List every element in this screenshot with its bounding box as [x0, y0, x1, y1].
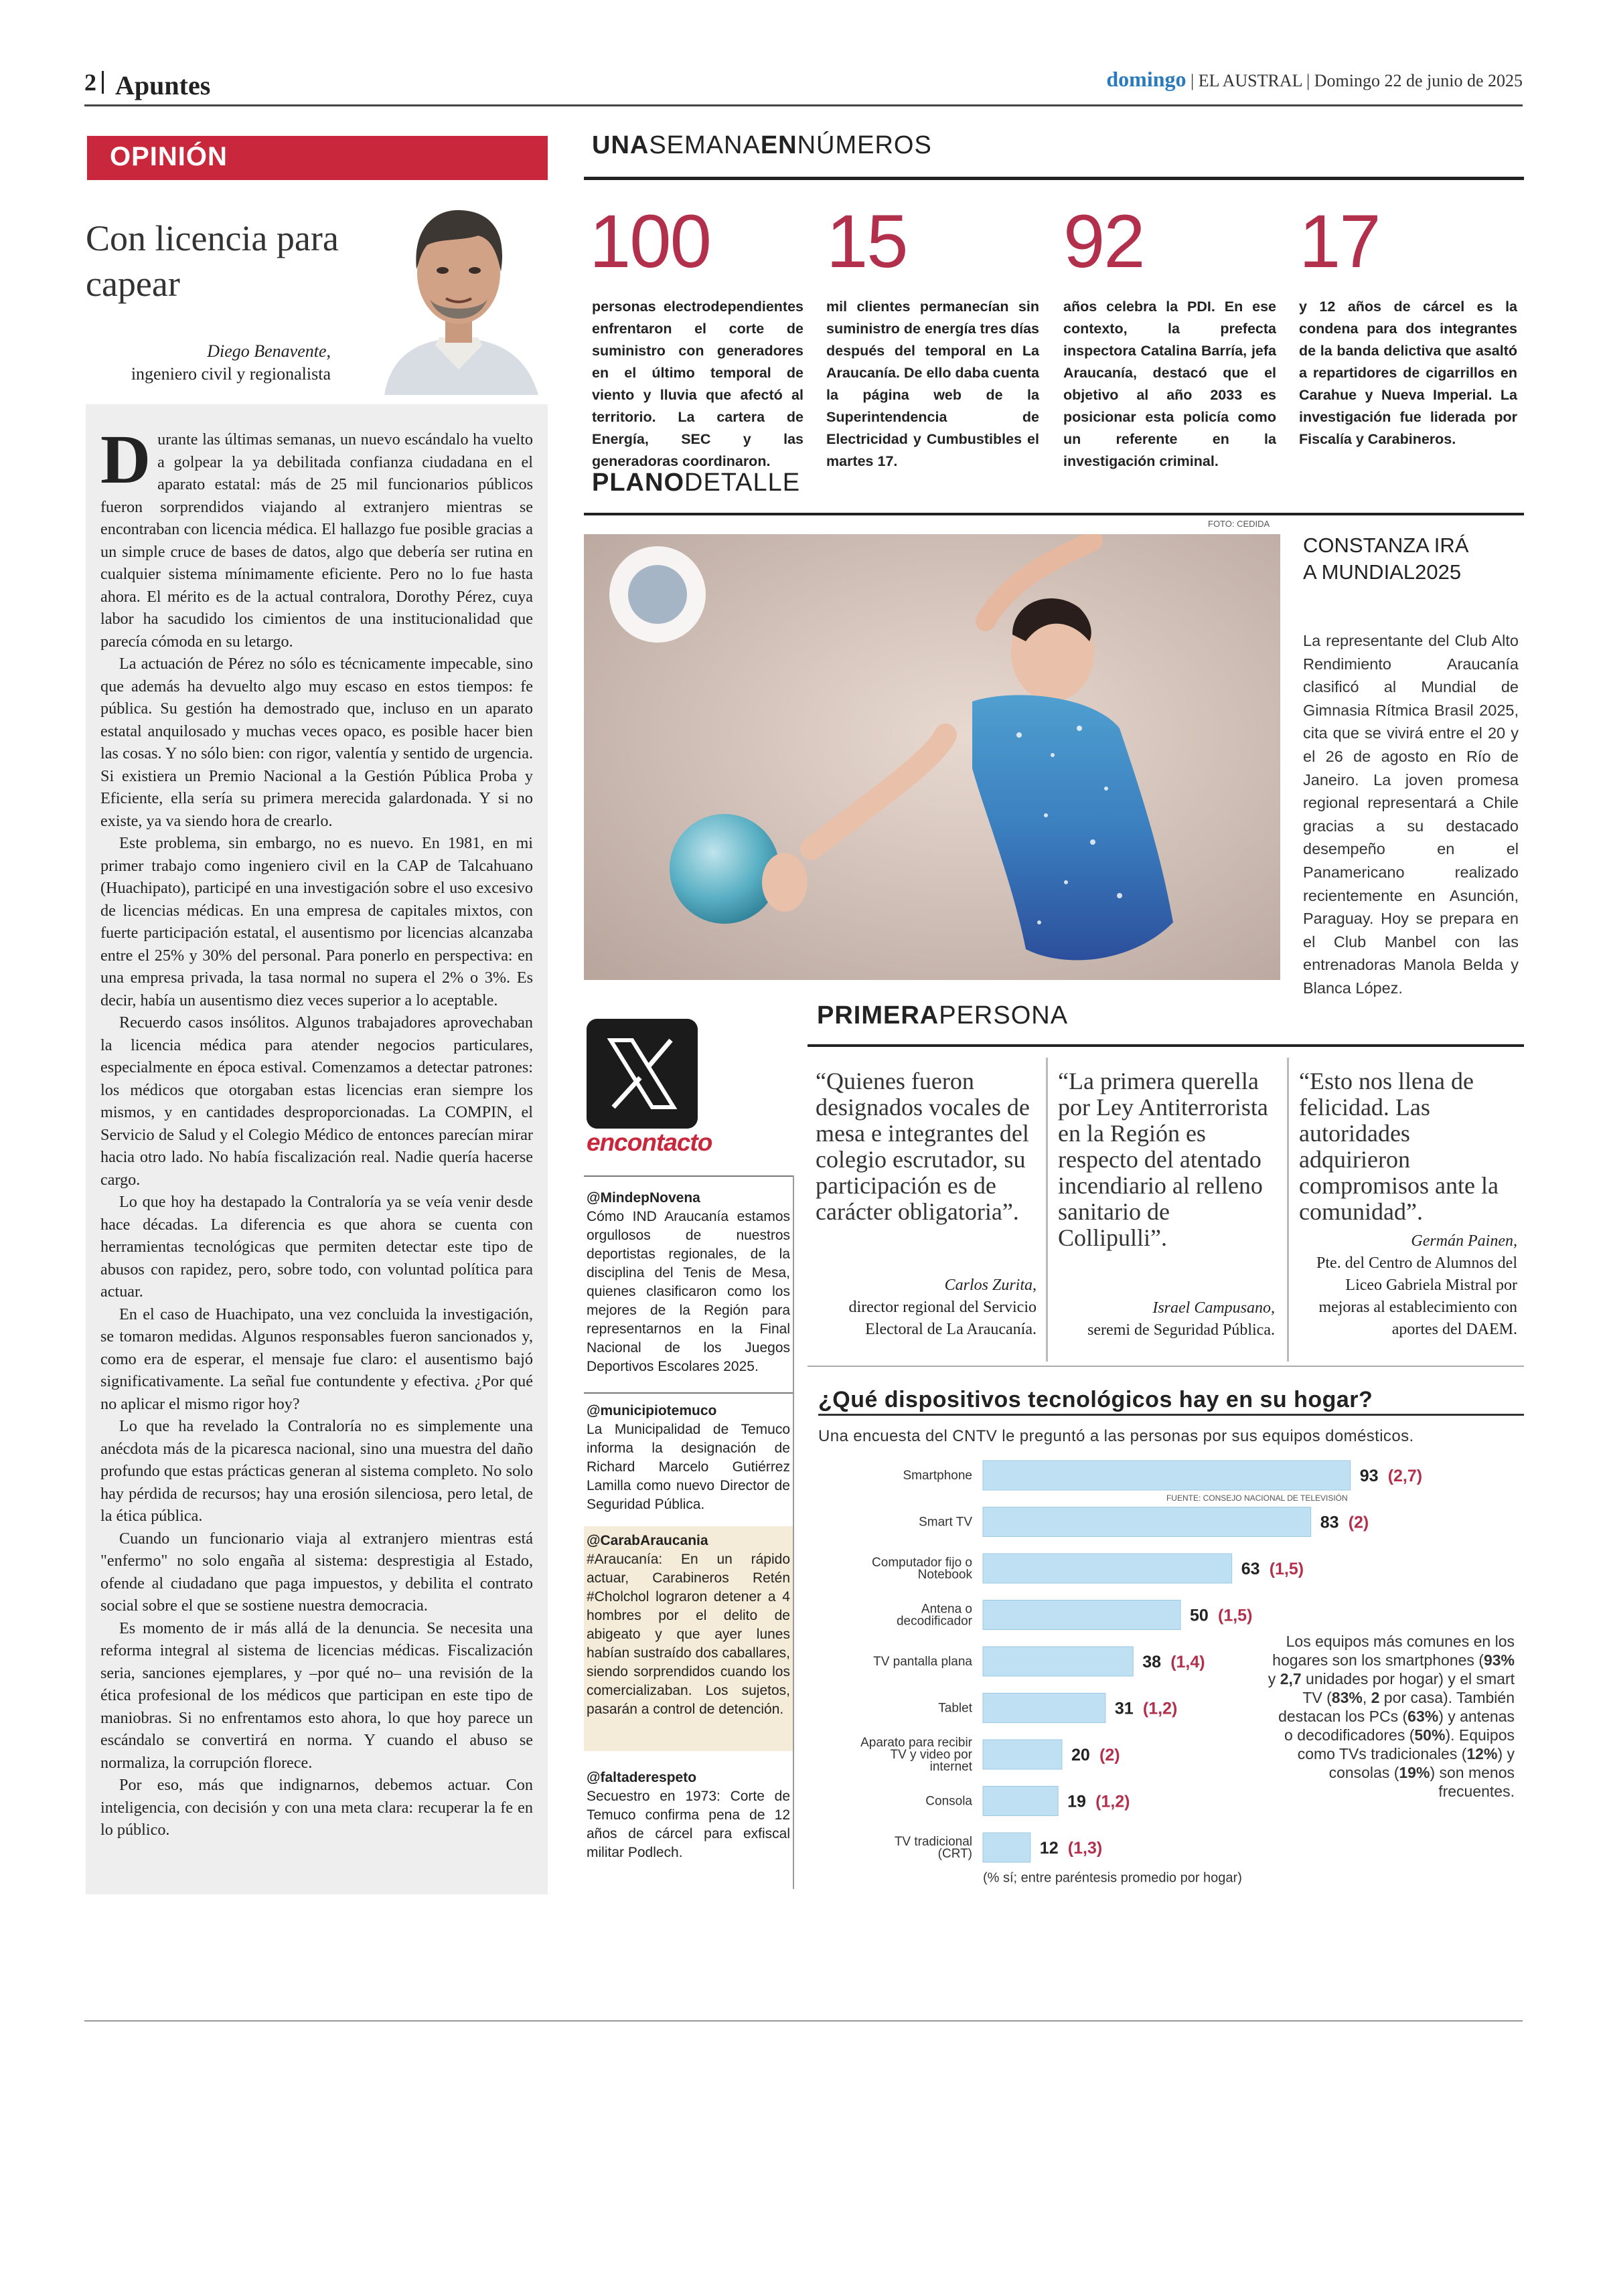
opinion-paragraph: En el caso de Huachipato, una vez concluida la investigación, se tomaron medidas. Algunos responsables fueron sancionados y, como era de esperar, el mensaje fue claro: el ausentismo bajó significativamente. La señal fue contundente y efectiva. ¿Por qué no aplicar el mismo rigor hoy? [100, 1305, 533, 1413]
stat-number: 15 [826, 199, 907, 283]
category-label: TV tradicional [894, 1835, 972, 1849]
category-label: (CRT) [937, 1847, 972, 1861]
chart-source: FUENTE: CONSEJO NACIONAL DE TELEVISIÓN [1166, 1493, 1348, 1503]
primera-rule [808, 1044, 1524, 1047]
category-label: Consola [925, 1794, 972, 1809]
tweet-handle: @municipiotemuco [587, 1403, 717, 1418]
plano-heading: PLANODETALLE [592, 469, 801, 497]
tweet-item [584, 1763, 793, 1869]
stat-text: años celebra la PDI. En ese contexto, la prefecta inspectora Catalina Barría, jefa Araucanía, destacó que el objetivo al año 2033 es posicionar esta policía como un referente en la investigación criminal. [1063, 299, 1276, 469]
brand-domingo: domingo [1106, 67, 1187, 91]
opinion-body [100, 421, 533, 1841]
note-fragment: 12% [1466, 1745, 1498, 1762]
note-fragment: 19% [1399, 1764, 1430, 1781]
chart-subtitle: Una encuesta del CNTV le preguntó a las personas por sus equipos domésticos. [818, 1427, 1414, 1445]
category-label: decodificador [896, 1614, 972, 1629]
opinion-title: Con licencia para capear [86, 218, 339, 304]
plano-body: La representante del Club Alto Rendimiento Araucanía clasificó al Mundial de Gimnasia Rítmica Brasil 2025, cita que se vivirá entre el 20 y el 26 de agosto en Río de Janeiro. La joven promesa regional representará a Chile gracias a su destacado desempeño en el Panamericano realizado recientemente en Asunción, Paraguay. Hoy se prepara en el Club Manbel con las entrenadoras Manola Belda y Blanca López. [1303, 632, 1519, 997]
primera-bottom-rule [808, 1366, 1524, 1367]
footer-rule [84, 2020, 1523, 2022]
average-label: (1,5) [1269, 1560, 1304, 1578]
category-label: internet [929, 1760, 972, 1774]
category-label: TV y video por [890, 1748, 972, 1762]
chart-bar [983, 1787, 1058, 1816]
note-fragment: ) son menos frecuentes. [1430, 1764, 1515, 1800]
average-label: (2,7) [1387, 1467, 1423, 1485]
note-fragment: 93% [1483, 1651, 1515, 1669]
section-name: Apuntes [115, 70, 211, 100]
opinion-paragraph: Lo que ha revelado la Contraloría no es simplemente una anécdota más de la picaresca nacional, sino una muestra del daño profundo que estas prácticas generan al sistema completo. No solo hay pérdida de recursos; hay una erosión silenciosa, pero letal, de la ética pública. [100, 1417, 533, 1525]
quote-text: “Esto nos llena de felicidad. Las autoridades adquirieron compromisos ante la comunidad”. [1299, 1068, 1499, 1225]
quote-attribution: Carlos Zurita, director regional del Servicio Electoral de La Araucanía. [848, 1277, 1037, 1338]
opinion-paragraph: Es momento de ir más allá de la denuncia. Se necesita una reforma integral al sistema de licencias médicas. Fiscalización seria, sanciones ejemplares, y –por qué no– una revisión de la ética profesional de los médicos que participan en este tipo de maniobras. Si no enfrentamos esto ahora, lo que hoy parece un escándalo se convertirá en norma. Y cuando el abuso se normaliza, la corrupción florece. [100, 1619, 533, 1772]
tweet-text: #Araucanía: En un rápido actuar, Carabineros Retén #Cholchol lograron detener a 4 hombres por el delito de abigeato y que ayer lunes habían sustraído dos caballares, siendo sorprendidos cuando los comercializaban. Los sujetos, pasarán a control de detención. [587, 1552, 790, 1717]
average-label: (1,2) [1142, 1699, 1178, 1718]
tweet-item [584, 1526, 793, 1751]
issue-date: Domingo 22 de junio de 2025 [1314, 71, 1523, 90]
average-label: (1,4) [1170, 1653, 1205, 1671]
tweet-item [584, 1396, 793, 1521]
note-fragment: 63% [1407, 1708, 1439, 1725]
drop-cap: D [100, 421, 151, 498]
quote-divider [1287, 1058, 1289, 1362]
chart-bar [983, 1647, 1133, 1676]
author-name: Diego Benavente, [207, 341, 331, 361]
stat-text: mil clientes permanecían sin suministro de energía tres días después del temporal en La Araucanía. De ello daba cuenta la página web de la Superintendencia de Electricidad y Cumbustibles el martes 17. [826, 299, 1039, 469]
photo-credit: FOTO: CEDIDA [1208, 519, 1270, 529]
paper-name: EL AUSTRAL [1198, 71, 1302, 90]
note-fragment: ) y consolas ( [1328, 1745, 1515, 1781]
value-label: 12 [1039, 1839, 1059, 1858]
gymnast-photo [584, 534, 1280, 980]
value-label: 83 [1320, 1513, 1339, 1532]
note-fragment: ). Equipos como TVs tradicionales ( [1297, 1726, 1515, 1762]
average-label: (2) [1099, 1746, 1120, 1765]
value-label: 19 [1067, 1792, 1086, 1811]
stat-text: y 12 años de cárcel es la condena para dos integrantes de la banda delictiva que asaltó a repartidores de cigarrillos en Carahue y Nueva Imperial. La investigación fue liderada por Fiscalía y Carabineros. [1299, 299, 1517, 447]
chart-bar [983, 1461, 1351, 1490]
note-fragment: 2,7 [1280, 1670, 1302, 1688]
tweet-item [584, 1183, 793, 1383]
stat-number: 17 [1299, 199, 1380, 283]
opinion-paragraph: La actuación de Pérez no sólo es técnicamente impecable, sino que además ha devuelto algo muy escaso en estos tiempos: fe pública. Su gestión ha demostrado que, incluso en un aparato estatal anquilosado y muchas veces opaco, es posible hacer bien las cosas. Y no sólo bien: con rigor, valentía y sentido de urgencia. Si existiera un Premio Nacional a la Gestión Pública Proba y Eficiente, ella sería su primera merecida galardonada. Y si no existe, ya va siendo hora de crearlo. [100, 655, 533, 830]
opinion-paragraph: Lo que hoy ha destapado la Contraloría ya se veía venir desde hace décadas. La diferencia es que ahora se cuenta con herramientas tecnológicas que permiten detectar este tipo de abusos con rapidez, pero, sobre todo, con voluntad política para actuar. [100, 1193, 533, 1301]
chart-title-rule [818, 1414, 1524, 1416]
value-label: 93 [1359, 1467, 1379, 1485]
note-fragment: por casa). También destacan los PCs ( [1278, 1689, 1515, 1725]
value-label: 20 [1071, 1746, 1090, 1765]
x-logo-icon [587, 1019, 698, 1129]
tweet-divider [584, 1392, 793, 1394]
category-label: Smartphone [903, 1469, 972, 1483]
header-rule [84, 104, 1523, 106]
tweet-text: Secuestro en 1973: Corte de Temuco confirma pena de 12 años de cárcel para exfiscal militar Podlech. [587, 1789, 790, 1860]
value-label: 38 [1142, 1653, 1162, 1671]
semana-heading: UNASEMANAENNÚMEROS [592, 131, 932, 159]
average-label: (1,3) [1067, 1839, 1103, 1858]
opinion-paragraph: Cuando un funcionario viaja al extranjero mientras está "enfermo" no solo engaña al sistema: desprestigia al Estado, ofende al ciudadano que paga impuestos, y debilita el contrato social sobre el que se sostiene nuestra democracia. [100, 1529, 533, 1615]
stat-number: 92 [1063, 199, 1144, 283]
header-masthead: domingo | EL AUSTRAL | Domingo 22 de junio de 2025 [1106, 67, 1523, 91]
stat-text: personas electrodependientes enfrentaron el corte de suministro con generadores en el último temporal de viento y lluvia que afectó al territorio. La cartera de Energía, SEC y las generadoras coordinaron. [592, 299, 804, 469]
average-label: (1,5) [1218, 1606, 1253, 1625]
tweet-handle: @CarabAraucania [587, 1533, 708, 1548]
chart-bar [983, 1740, 1062, 1769]
opinion-tag: OPINIÓN [87, 136, 548, 180]
quote-divider [1046, 1058, 1048, 1362]
stat-number: 100 [589, 199, 710, 283]
note-fragment: 2 [1371, 1689, 1380, 1706]
quote-text: “La primera querella por Ley Antiterrorista en la Región es respecto del atentado incendiario al relleno sanitario de Collipulli”. [1058, 1068, 1268, 1251]
note-fragment: 50% [1414, 1726, 1446, 1744]
note-fragment: unidades por hogar) y el smart TV ( [1301, 1670, 1515, 1706]
value-label: 63 [1241, 1560, 1260, 1578]
header-divider [102, 71, 104, 94]
byline [86, 340, 331, 386]
plano-rule [584, 513, 1524, 515]
column-rule [793, 1175, 794, 1889]
average-label: (1,2) [1095, 1792, 1130, 1811]
author-role: ingeniero civil y regionalista [131, 364, 331, 384]
primera-heading: PRIMERAPERSONA [817, 1001, 1069, 1030]
note-fragment: Los equipos más comunes en los hogares son los smartphones ( [1272, 1633, 1515, 1669]
quote-attribution: Israel Campusano, seremi de Seguridad Pública. [1087, 1299, 1275, 1339]
category-label: Tablet [938, 1701, 972, 1716]
plano-title: CONSTANZA IRÁ A MUNDIAL2025 [1303, 534, 1469, 584]
category-label: Computador fijo o [872, 1556, 972, 1570]
chart-bar [983, 1507, 1311, 1537]
note-fragment: ) y antenas o decodificadores ( [1284, 1708, 1515, 1744]
average-label: (2) [1348, 1513, 1369, 1532]
value-label: 50 [1190, 1606, 1209, 1625]
author-photo [371, 194, 546, 395]
page-number: 2 [84, 69, 96, 96]
value-label: 31 [1114, 1699, 1134, 1718]
tweet-handle: @faltaderespeto [587, 1770, 697, 1785]
semana-rule [584, 177, 1524, 180]
tweet-handle: @MindepNovena [587, 1190, 700, 1206]
quote-attribution: Germán Painen, Pte. del Centro de Alumnos del Liceo Gabriela Mistral por mejoras al establecimiento con aportes del DAEM. [1316, 1232, 1517, 1338]
note-fragment: , [1362, 1689, 1371, 1706]
tweet-divider [584, 1175, 793, 1177]
opinion-paragraph: Durante las últimas semanas, un nuevo escándalo ha vuelto a golpear la ya debilitada confianza ciudadana en el aparato estatal: más de 25 mil funcionarios públicos fueron sorprendidos viajando al extranjero mientras se encontraban con licencia médica. El hallazgo fue posible gracias a un simple cruce de bases de datos, algo que debería ser rutina en cualquier sistema mínimamente eficiente. Pero no lo fue hasta ahora. El mérito es de la actual contralora, Dorothy Pérez, cuya labor ha sacudido los cimientos de una institucionalidad que parecía cómoda en su letargo. [100, 421, 533, 651]
encontacto-label: encontacto [587, 1129, 712, 1156]
tweet-text: Cómo IND Araucanía estamos orgullosos de nuestros deportistas regionales, de la disciplina del Tenis de Mesa, quienes clasificaron como los mejores de la Región para representarnos en la Final Nacional de los Juegos Deportivos Escolares 2025. [587, 1209, 790, 1374]
category-label: Notebook [917, 1568, 972, 1582]
chart-bar [983, 1554, 1232, 1583]
category-label: Aparato para recibir [860, 1736, 972, 1750]
opinion-paragraph: Este problema, sin embargo, no es nuevo. En 1981, en mi primer trabajo como ingeniero civil en la CAP de Talcahuano (Huachipato), participé en una investigación sobre el uso excesivo de licencias médicas. En una empresa de capitales mixtos, con fuerte participación estatal, el ausentismo por licencias alcanzaba entre el 25% y 30% del personal. Para ponerlo en perspectiva: en una empresa privada, la tasa normal no supera el 2% o 3%. Es decir, había un ausentismo diez veces superior a lo aceptable. [100, 834, 533, 1009]
category-label: Antena o [921, 1602, 972, 1617]
chart-footnote: (% sí; entre paréntesis promedio por hogar) [983, 1870, 1242, 1886]
chart-note [1266, 1632, 1515, 1801]
category-label: TV pantalla plana [873, 1655, 972, 1669]
category-label: Smart TV [919, 1515, 972, 1530]
chart-bar [983, 1601, 1180, 1630]
quote-text: “Quienes fueron designados vocales de mesa e integrantes del colegio escrutador, su participación es de carácter obligatoria”. [816, 1068, 1030, 1225]
chart-bar [983, 1694, 1105, 1723]
chart-title: ¿Qué dispositivos tecnológicos hay en su hogar? [818, 1387, 1373, 1412]
opinion-paragraph: Recuerdo casos insólitos. Algunos trabajadores aprovechaban la licencia médica para atender negocios particulares, especialmente en época estival. Comenzamos a detectar patrones: los médicos que otorgaban estas licencias eran siempre los mismos, y en cantidades desproporcionadas. La COMPIN, el Servicio de Salud y el Colegio Médico de entonces parecían mirar hacia otro lado. No había fiscalización real. Nadie quería hacerse cargo. [100, 1013, 533, 1189]
opinion-paragraph: Por eso, más que indignarnos, debemos actuar. Con inteligencia, con decisión y con una meta clara: recuperar la fe en lo público. [100, 1776, 533, 1839]
tweet-text: La Municipalidad de Temuco informa la designación de Richard Marcelo Gutiérrez Lamilla como nuevo Director de Seguridad Pública. [587, 1422, 790, 1512]
note-fragment: y [1268, 1670, 1280, 1688]
note-fragment: 83% [1331, 1689, 1363, 1706]
chart-bar [983, 1833, 1030, 1862]
